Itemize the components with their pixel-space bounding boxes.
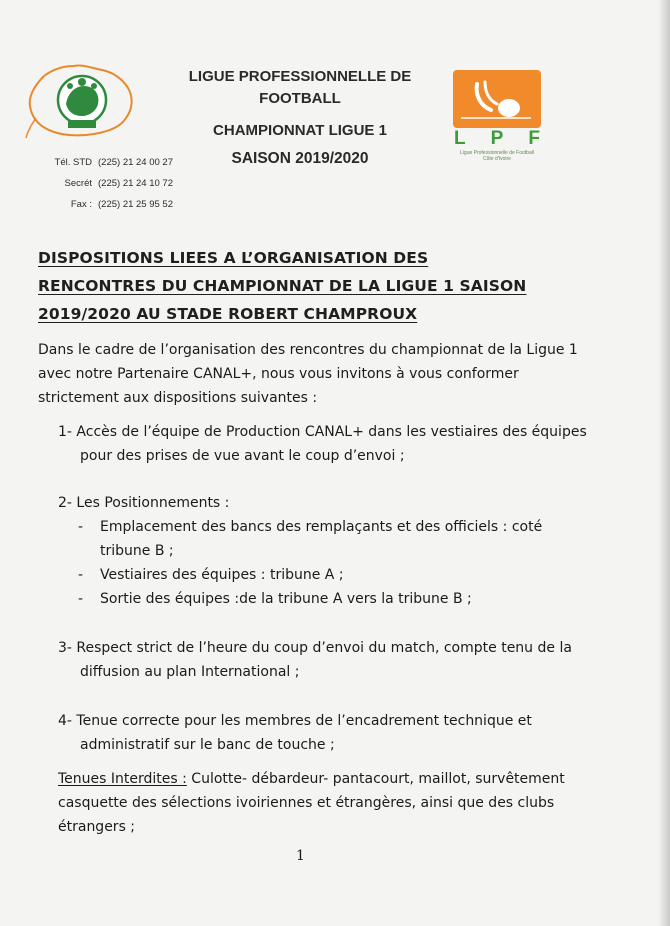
item-line: 2- Les Positionnements : (58, 495, 230, 511)
forbidden-outfits-paragraph (58, 767, 648, 839)
org-name-line2: FOOTBALL (259, 90, 341, 107)
forbidden-outfits-label: Tenues Interdites : (58, 771, 187, 787)
intro-line: strictement aux dispositions suivantes : (38, 390, 318, 406)
organization-header (150, 66, 450, 170)
contact-row-fax (40, 194, 173, 215)
lpf-caption (447, 150, 547, 162)
lpf-caption-line1: Ligue Professionnelle de Football (460, 150, 534, 156)
item-line: pour des prises de vue avant le coup d’envoi ; (80, 448, 405, 464)
list-item-2 (58, 491, 638, 515)
contact-value: (225) 21 24 00 27 (98, 157, 174, 168)
season-title: SAISON 2019/2020 (231, 150, 369, 167)
contact-label: Fax : (70, 199, 92, 210)
sub-item-benches (78, 515, 598, 563)
list-item-1 (58, 420, 638, 468)
contact-label: Tél. STD (54, 157, 92, 168)
page-edge-shadow (658, 0, 670, 926)
contact-row-phone (40, 152, 173, 173)
lpf-letters (451, 128, 543, 150)
document-title (38, 244, 618, 328)
list-item-4 (58, 709, 638, 757)
lpf-letter-f: F (528, 128, 540, 149)
item-line: administratif sur le banc de touche ; (80, 737, 335, 753)
org-name-line1: LIGUE PROFESSIONNELLE DE (188, 68, 412, 85)
title-line: DISPOSITIONS LIEES A L’ORGANISATION DES (38, 249, 429, 267)
sub-item-line: tribune B ; (100, 543, 174, 559)
contact-block (40, 152, 173, 215)
contact-value: (225) 21 24 10 72 (98, 178, 174, 189)
contact-label: Secrét (64, 178, 92, 189)
bullet-dash: - (78, 519, 84, 535)
item-line: 4- Tenue correcte pour les membres de l’encadrement technique et (58, 713, 532, 729)
sub-item-line: Vestiaires des équipes : tribune A ; (100, 567, 344, 583)
lpf-letter-l: L (454, 128, 466, 149)
intro-line: avec notre Partenaire CANAL+, nous vous invitons à vous conformer (38, 366, 519, 382)
page-number: 1 (296, 848, 305, 864)
lpf-letter-p: P (490, 128, 504, 149)
sub-item-line: Sortie des équipes :de la tribune A vers la tribune B ; (100, 591, 472, 607)
federation-crest-logo (22, 58, 140, 146)
intro-line: Dans le cadre de l’organisation des rencontres du championnat de la Ligue 1 (38, 342, 578, 358)
contact-row-secretariat (40, 173, 173, 194)
forbidden-outfits-line: étrangers ; (58, 819, 136, 835)
contact-value: (225) 21 25 95 52 (98, 199, 174, 210)
item-line: 3- Respect strict de l’heure du coup d’envoi du match, compte tenu de la (58, 640, 572, 656)
item-line: diffusion au plan International ; (80, 664, 300, 680)
intro-paragraph (38, 338, 638, 410)
bullet-dash: - (78, 567, 84, 583)
lpf-caption-line2: Côte d'Ivoire (483, 156, 511, 162)
title-line: 2019/2020 AU STADE ROBERT CHAMPROUX (38, 305, 418, 323)
item-line: 1- Accès de l’équipe de Production CANAL+ dans les vestiaires des équipes (58, 424, 587, 440)
sub-item-line: Emplacement des bancs des remplaçants et des officiels : coté (100, 519, 543, 535)
forbidden-outfits-text: Culotte- débardeur- pantacourt, maillot, survêtement (186, 771, 565, 787)
title-line: RENCONTRES DU CHAMPIONNAT DE LA LIGUE 1 SAISON (38, 277, 527, 295)
sub-item-lockers (78, 563, 598, 587)
forbidden-outfits-line: casquette des sélections ivoiriennes et étrangères, ainsi que des clubs (58, 795, 555, 811)
list-item-3 (58, 636, 638, 684)
bullet-dash: - (78, 591, 84, 607)
championship-title: CHAMPIONNAT LIGUE 1 (213, 122, 387, 139)
sub-item-exit (78, 587, 598, 611)
